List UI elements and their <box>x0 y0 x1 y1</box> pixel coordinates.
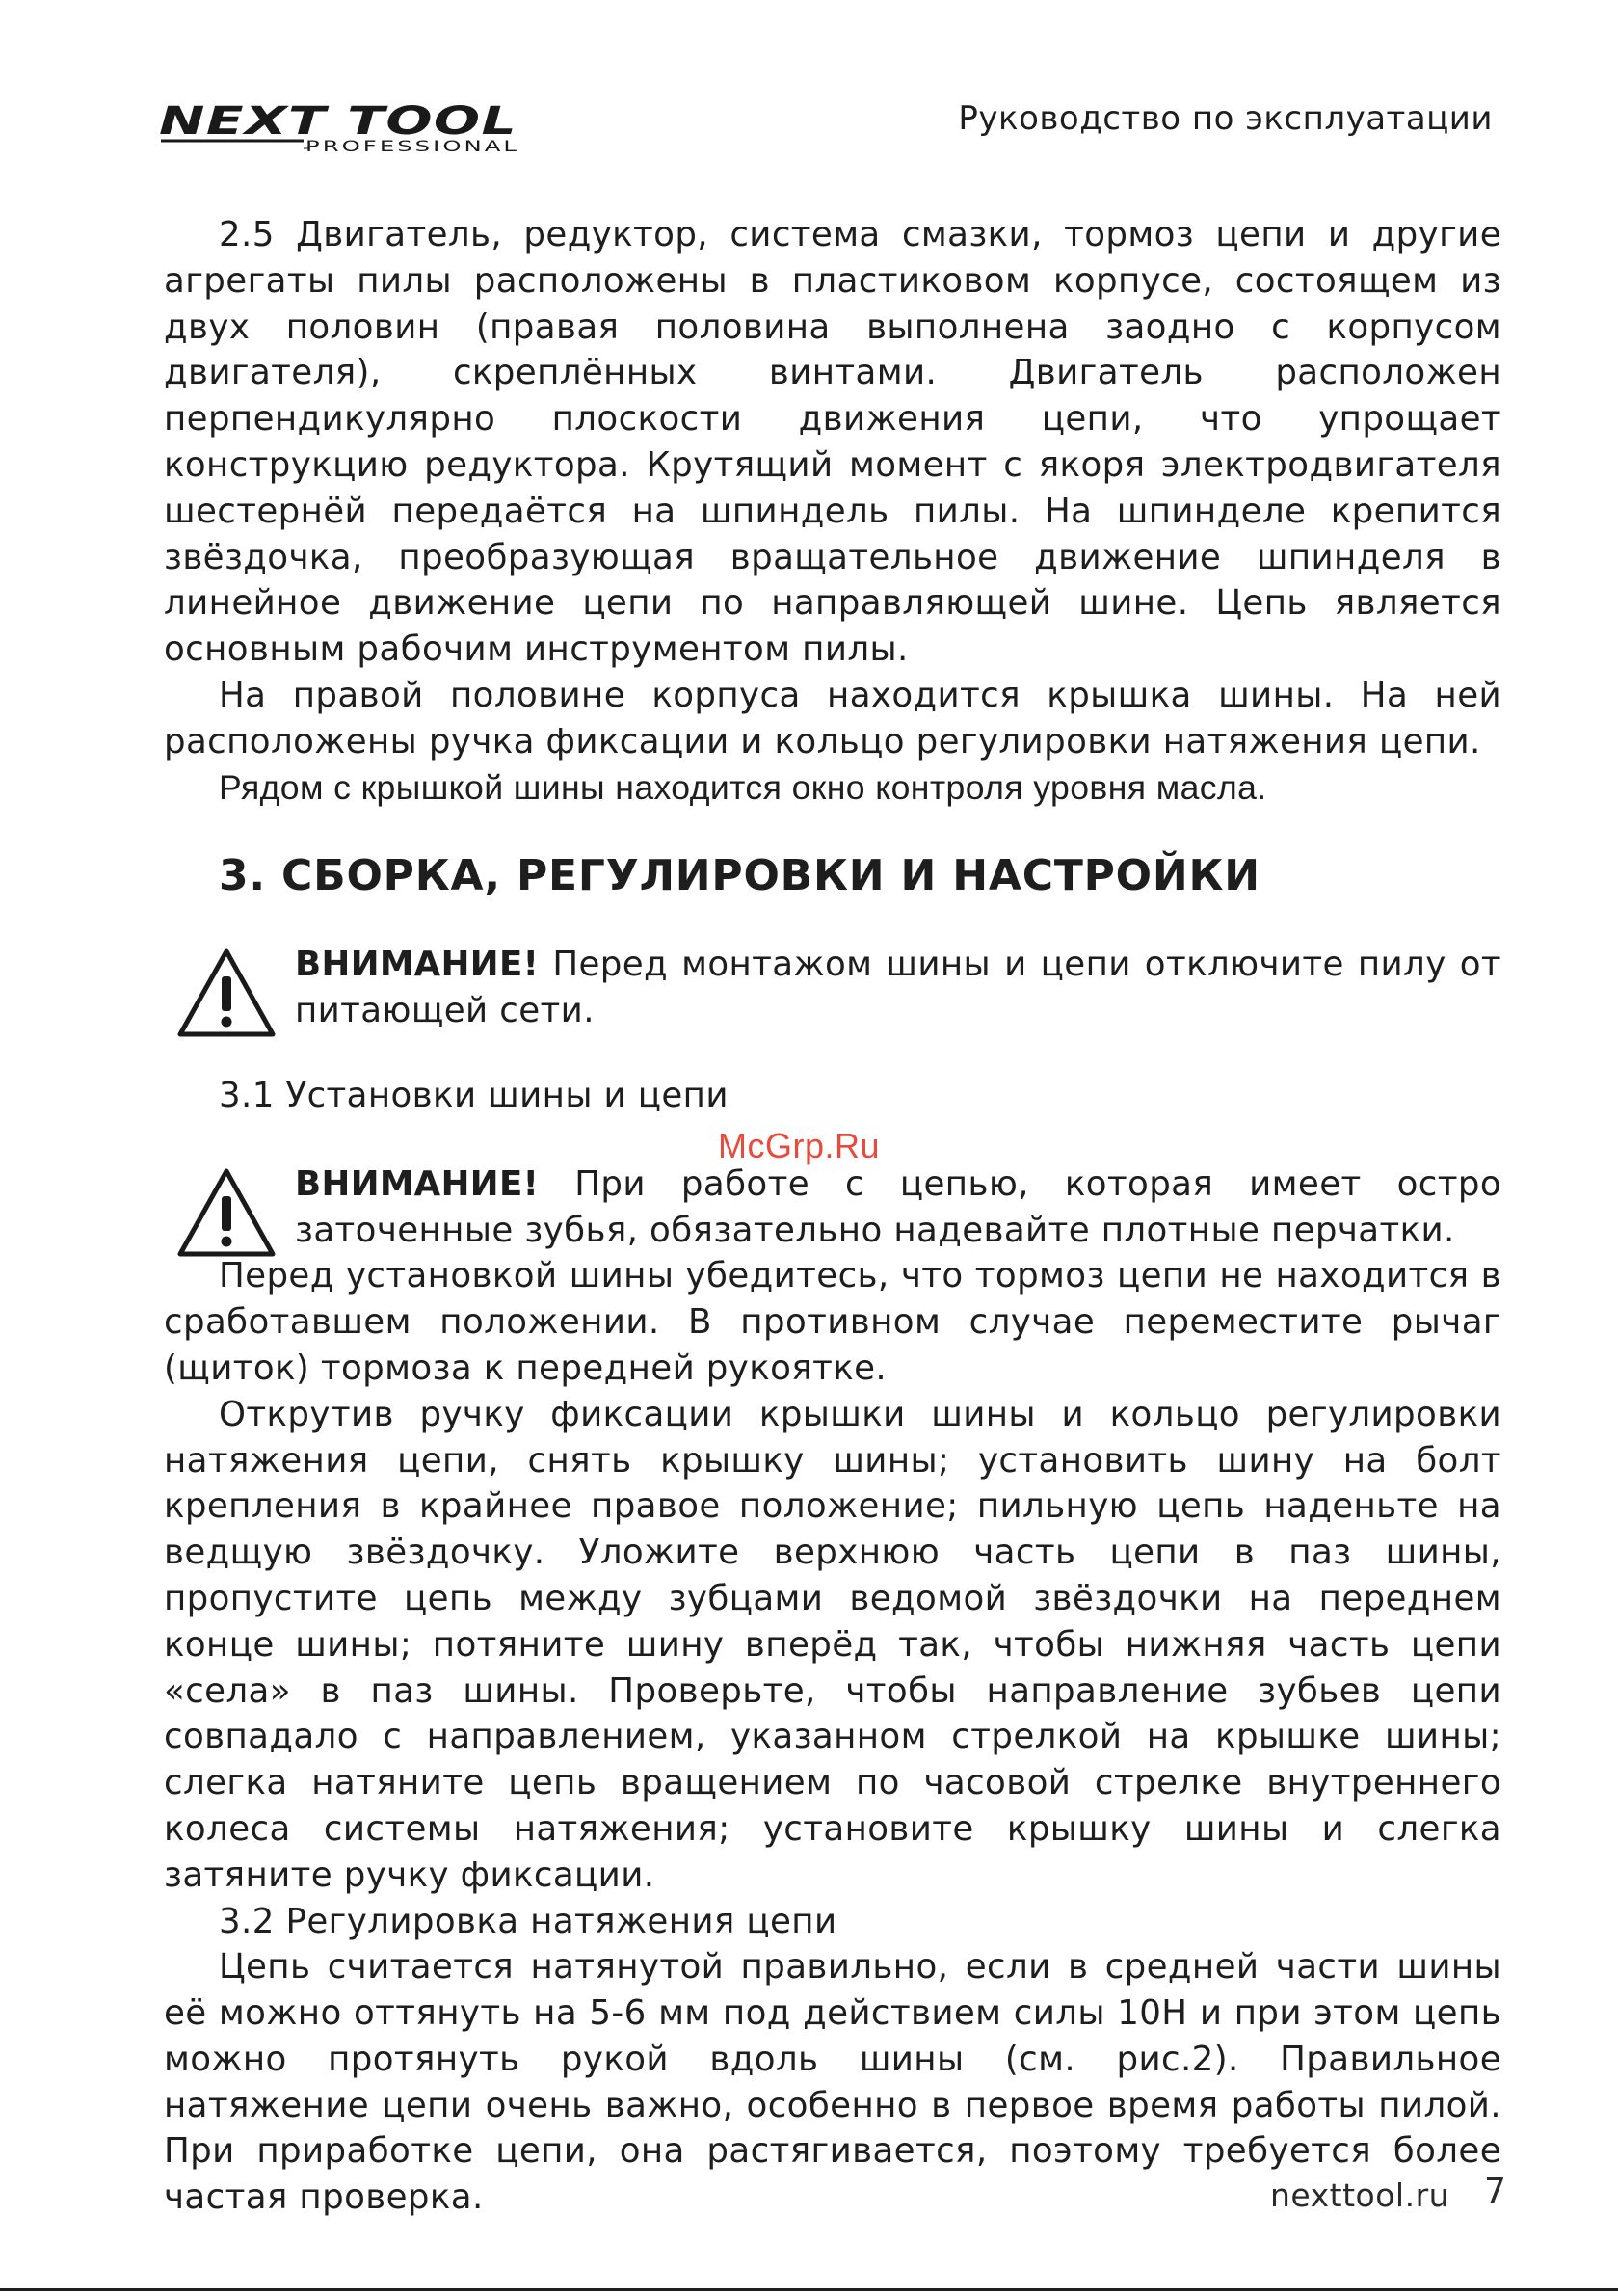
logo-main-text: NEXT TOOL <box>159 101 517 144</box>
section-heading-3: 3. СБОРКА, РЕГУЛИРОВКИ И НАСТРОЙКИ <box>219 851 1260 901</box>
bottom-rule <box>0 2288 1618 2291</box>
logo-sub-text: PROFESSIONAL <box>305 137 519 155</box>
paragraph-oil-window: Рядом с крышкой шины находится окно контроля уровня масла. <box>219 767 1267 807</box>
warning-block-1 <box>164 942 1501 1034</box>
paragraph-install-steps: Открутив ручку фиксации крышки шины и кольцо регулировки натяжения цепи, снять крышку шины; установить шину на болт крепления в крайнее правое положение; пильную цепь наденьте на ведщую звёздочку. Уложите верхнюю часть цепи в паз шины, пропустите цепь между зубцами ведомой звёздочки на переднем конце шины; потяните шину вперёд так, чтобы нижняя часть цепи «села» в паз шины. Проверьте, чтобы направление зубьев цепи совпадало с направлением, указанном стрелкой на крышке шины; слегка натяните цепь вращением по часовой стрелке внутреннего колеса системы натяжения; установите крышку шины и слегка затяните ручку фиксации. <box>164 1394 1501 1895</box>
subheading-3-2: 3.2 Регулировка натяжения цепи <box>219 1901 837 1941</box>
subheading-3-1: 3.1 Установки шины и цепи <box>219 1075 729 1115</box>
warning-1-label: ВНИМАНИЕ! <box>295 945 540 985</box>
brand-logo <box>159 101 525 159</box>
warning-2-label: ВНИМАНИЕ! <box>295 1163 540 1204</box>
warning-triangle-icon <box>176 1167 277 1258</box>
warning-2-text <box>295 1161 1501 1254</box>
watermark: McGrp.Ru <box>718 1126 881 1165</box>
warning-triangle-icon <box>176 948 277 1038</box>
paragraph-before-install: Перед установкой шины убедитесь, что тормоз цепи не находится в сработавшем положении. В противном случае переместите рычаг (щиток) тормоза к передней рукоятке. <box>164 1256 1501 1388</box>
warning-1-text <box>295 942 1501 1034</box>
manual-title: Руководство по эксплуатации <box>958 99 1493 138</box>
warning-block-2 <box>164 1161 1501 1254</box>
warning-1-body: Перед монтажом шины и цепи отключите пилу от питающей сети. <box>295 945 1501 1031</box>
footer-site: nexttool.ru <box>1270 2176 1450 2214</box>
paragraph-tension: Цепь считается натянутой правильно, если в средней части шины её можно оттянуть на 5-6 мм под действием силы 10Н и при этом цепь можно протянуть рукой вдоль шины (см. рис.2). Правильное натяжение цепи очень важно, особенно в первое время работы пилой. При приработке цепи, она растягивается, поэтому требуется более частая проверка. <box>164 1947 1501 2218</box>
warning-2-body: При работе с цепью, которая имеет остро заточенные зубья, обязательно надевайте плотные перчатки. <box>295 1163 1501 1250</box>
page-number: 7 <box>1484 2172 1506 2211</box>
paragraph-bar-cover: На правой половине корпуса находится крышка шины. На ней расположены ручка фиксации и кольцо регулировки натяжения цепи. <box>164 675 1501 761</box>
page-content <box>164 212 1501 2221</box>
paragraph-2-5: 2.5 Двигатель, редуктор, система смазки, тормоз цепи и другие агрегаты пилы расположены в пластиковом корпусе, состоящем из двух половин (правая половина выполнена заодно с корпусом двигателя), скреплённых винтами. Двигатель расположен перпендикулярно плоскости движения цепи, что упрощает конструкцию редуктора. Крутящий момент с якоря электродвигателя шестернёй передаётся на шпиндель пилы. На шпинделе крепится звёздочка, преобразующая вращательное движение шпинделя в линейное движение цепи по направляющей шине. Цепь является основным рабочим инструментом пилы. <box>164 215 1501 670</box>
